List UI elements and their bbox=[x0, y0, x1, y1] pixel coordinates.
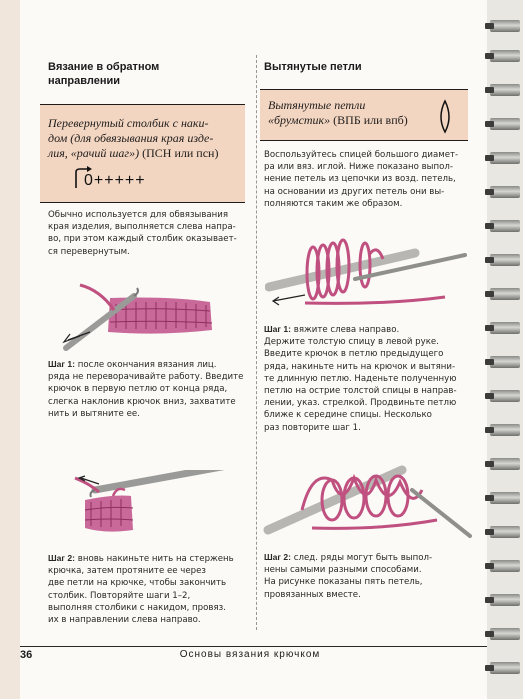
right-step1-text bbox=[264, 323, 474, 434]
binding-ring bbox=[490, 492, 520, 504]
left-stitch-title bbox=[48, 116, 242, 161]
binding-ring bbox=[490, 594, 520, 606]
left-step2-body: вновь накиньте нить на стержень крючка, затем протяните ее через две петли на крючке, чтобы закончить столбик. Повторяйте шаги 1–2, выполняя столбики с накидом, провяз. их в направлении слева направо. bbox=[48, 554, 234, 626]
left-intro-text: Обычно используется для обвязывания края изделия, выполняется слева напра- во, при этом каждый столбик оказывает- ся перевернутым. bbox=[48, 210, 237, 257]
right-step1-body: вяжите слева направо. Держите толстую спицу в левой руке. Введите крючок в петлю предыдущего ряда, накиньте нить на крючок и вытяни- те длинную петлю. Наденьте полученную петлю на острие толстой спицы в направ- лении, указ. стрелкой. Продвиньте петлю ближе к середине спицы. Несколько раз повторите шаг 1. bbox=[264, 325, 457, 433]
left-step1-label: Шаг 1: bbox=[48, 359, 76, 369]
binding-ring bbox=[490, 20, 520, 32]
binding-ring bbox=[490, 84, 520, 96]
binding-ring bbox=[490, 662, 520, 674]
right-intro-text: Воспользуйтесь спицей большого диамет- ра или вяз. иглой. Ниже показано выпол- нение петель из цепочки из возд. петель, на основании из других петель они вы- полняются таким же образом. bbox=[264, 150, 459, 209]
column-divider bbox=[256, 55, 257, 630]
reverse-sc-step1-illustration bbox=[60, 280, 230, 355]
right-stitch-title-abbrev: (ВПБ или впб) bbox=[330, 113, 408, 127]
box-bottom-rule bbox=[40, 202, 245, 203]
right-step2-label: Шаг 2: bbox=[264, 552, 292, 562]
box-top-rule bbox=[260, 89, 468, 90]
left-step1-text bbox=[48, 358, 248, 420]
left-step2-label: Шаг 2: bbox=[48, 553, 76, 563]
left-step2-text bbox=[48, 552, 248, 626]
left-stitch-title-abbrev: (ПСН или псн) bbox=[139, 146, 219, 160]
binding-ring bbox=[490, 288, 520, 300]
left-stitch-title-italic: Перевернутый столбик с наки- дом (для обвязывания края изде- лия, «рачий шаг») bbox=[48, 116, 214, 160]
left-step1-body: после окончания вязания лиц. ряда не переворачивайте работу. Введите крючок в первую петлю от конца ряда, слегка наклонив крючок вниз, захватите нить и вытяните ее. bbox=[48, 360, 244, 419]
binding-ring bbox=[490, 152, 520, 164]
stitch-symbol: 0+++++ bbox=[84, 172, 146, 189]
reverse-sc-step2-illustration bbox=[55, 470, 230, 542]
footer-rule bbox=[20, 646, 487, 647]
page-number: 36 bbox=[20, 649, 33, 661]
binding-ring bbox=[490, 254, 520, 266]
binding-ring bbox=[490, 390, 520, 402]
binding-ring bbox=[490, 560, 520, 572]
box-top-rule bbox=[40, 104, 245, 105]
right-stitch-title-italic: Вытянутые петли «брумстик» bbox=[268, 98, 366, 127]
box-bottom-rule bbox=[260, 140, 468, 141]
broomstick-step2-illustration bbox=[262, 450, 474, 540]
binding-ring bbox=[490, 356, 520, 368]
page-edge-band bbox=[0, 0, 20, 699]
right-stitch-title bbox=[268, 98, 438, 128]
binding-ring bbox=[490, 50, 520, 62]
binding-ring bbox=[490, 118, 520, 130]
binding-ring bbox=[490, 628, 520, 640]
binding-ring bbox=[490, 526, 520, 538]
left-section-heading: Вязание в обратном направлении bbox=[48, 61, 160, 87]
binding-ring bbox=[490, 424, 520, 436]
right-step2-text bbox=[264, 551, 474, 601]
right-stitch-box bbox=[260, 89, 468, 141]
broomstick-step1-illustration bbox=[265, 235, 475, 315]
right-step1-label: Шаг 1: bbox=[264, 324, 292, 334]
broomstick-loop-icon bbox=[435, 97, 455, 135]
binding-ring bbox=[490, 220, 520, 232]
right-step2-body: след. ряды могут быть выпол- нены самыми разными способами. На рисунке показаны пять петель, провязанных вместе. bbox=[264, 553, 433, 600]
running-footer-title: Основы вязания крючком bbox=[179, 649, 321, 660]
right-section-heading: Вытянутые петли bbox=[264, 61, 362, 73]
binding-ring bbox=[490, 458, 520, 470]
binding-ring bbox=[490, 322, 520, 334]
binding-ring bbox=[490, 186, 520, 198]
